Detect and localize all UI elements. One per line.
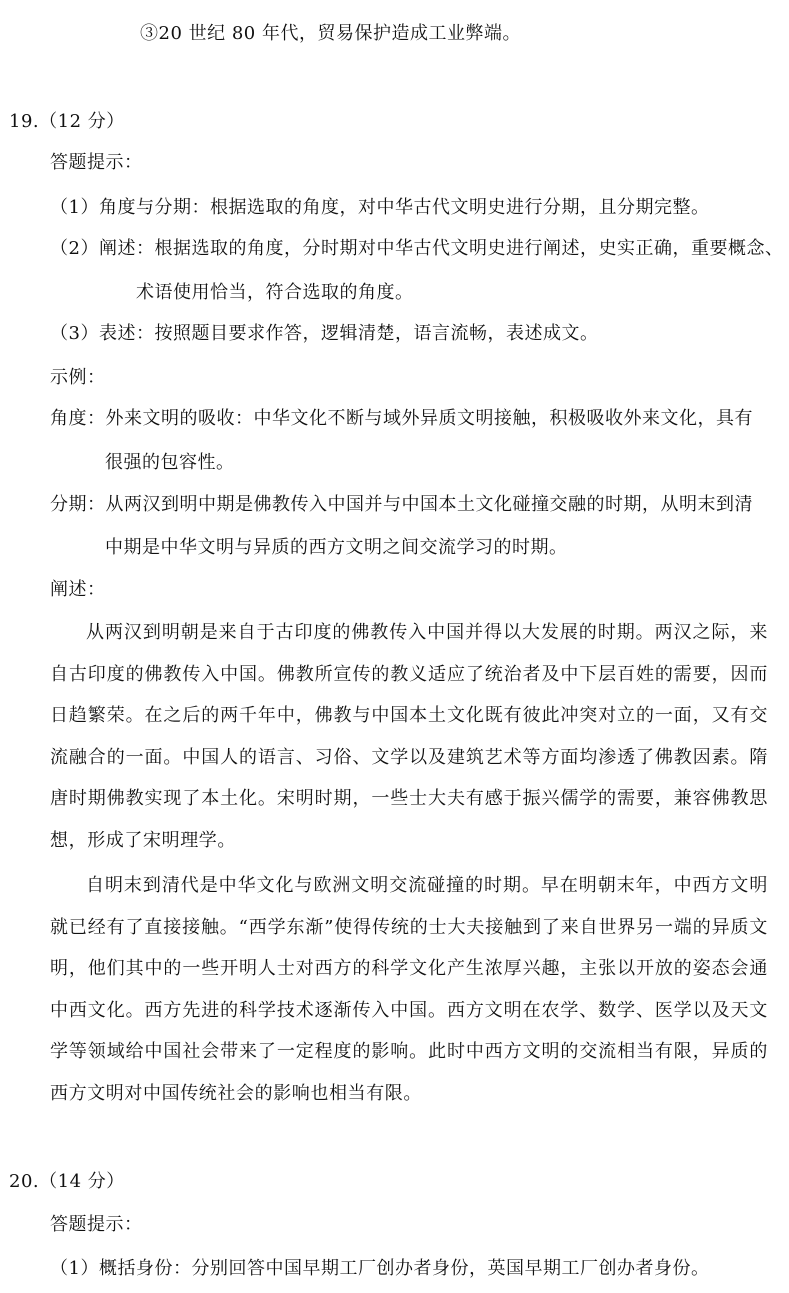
question-20-heading: 20.（14 分） (9, 1171, 125, 1192)
hint-item-2: （2）阐述：根据选取的角度，分时期对中华古代文明史进行阐述，史实正确，重要概念、 (50, 238, 784, 259)
question-19-heading: 19.（12 分） (9, 111, 125, 132)
exposition-paragraph-1 (50, 612, 768, 861)
exposition-paragraph-2 (50, 865, 768, 1114)
angle-line-1: 角度：外来文明的吸收：中华文化不断与域外异质文明接触，积极吸收外来文化，具有 (50, 408, 753, 429)
period-line-1: 分期：从两汉到明中期是佛教传入中国并与中国本土文化碰撞交融的时期，从明末到清 (50, 494, 753, 515)
answer-hint-label: 答题提示： (50, 152, 143, 173)
hint-item-3: （3）表述：按照题目要求作答，逻辑清楚，语言流畅，表述成文。 (50, 323, 599, 344)
paragraph-text: 自明末到清代是中华文化与欧洲文明交流碰撞的时期。早在明朝末年，中西方文明就已经有了直接接触。“西学东渐”使得传统的士大夫接触到了来自世界另一端的异质文明，他们其中的一些开明人士对西方的科学文化产生浓厚兴趣，主张以开放的姿态会通中西文化。西方先进的科学技术逐渐传入中国。西方文明在农学、数学、医学以及天文学等领域给中国社会带来了一定程度的影响。此时中西方文明的交流相当有限，异质的西方文明对中国传统社会的影响也相当有限。 (50, 875, 768, 1104)
angle-line-2: 很强的包容性。 (105, 452, 235, 473)
exposition-label: 阐述： (50, 579, 106, 600)
hint-item-1: （1）概括身份：分别回答中国早期工厂创办者身份，英国早期工厂创办者身份。 (50, 1258, 710, 1279)
paragraph-text: 从两汉到明朝是来自于古印度的佛教传入中国并得以大发展的时期。两汉之际，来自古印度的佛教传入中国。佛教所宣传的教义适应了统治者及中下层百姓的需要，因而日趋繁荣。在之后的两千年中，佛教与中国本土文化既有彼此冲突对立的一面，又有交流融合的一面。中国人的语言、习俗、文学以及建筑艺术等方面均渗透了佛教因素。隋唐时期佛教实现了本土化。宋明时期，一些士大夫有感于振兴儒学的需要，兼容佛教思想，形成了宋明理学。 (50, 622, 768, 851)
item-3-text: ③20 世纪 80 年代，贸易保护造成工业弊端。 (140, 23, 521, 44)
period-line-2: 中期是中华文明与异质的西方文明之间交流学习的时期。 (105, 537, 568, 558)
hint-item-1: （1）角度与分期：根据选取的角度，对中华古代文明史进行分期，且分期完整。 (50, 197, 710, 218)
answer-hint-label: 答题提示： (50, 1214, 143, 1235)
example-label: 示例： (50, 367, 106, 388)
hint-item-2-cont: 术语使用恰当，符合选取的角度。 (136, 282, 414, 303)
